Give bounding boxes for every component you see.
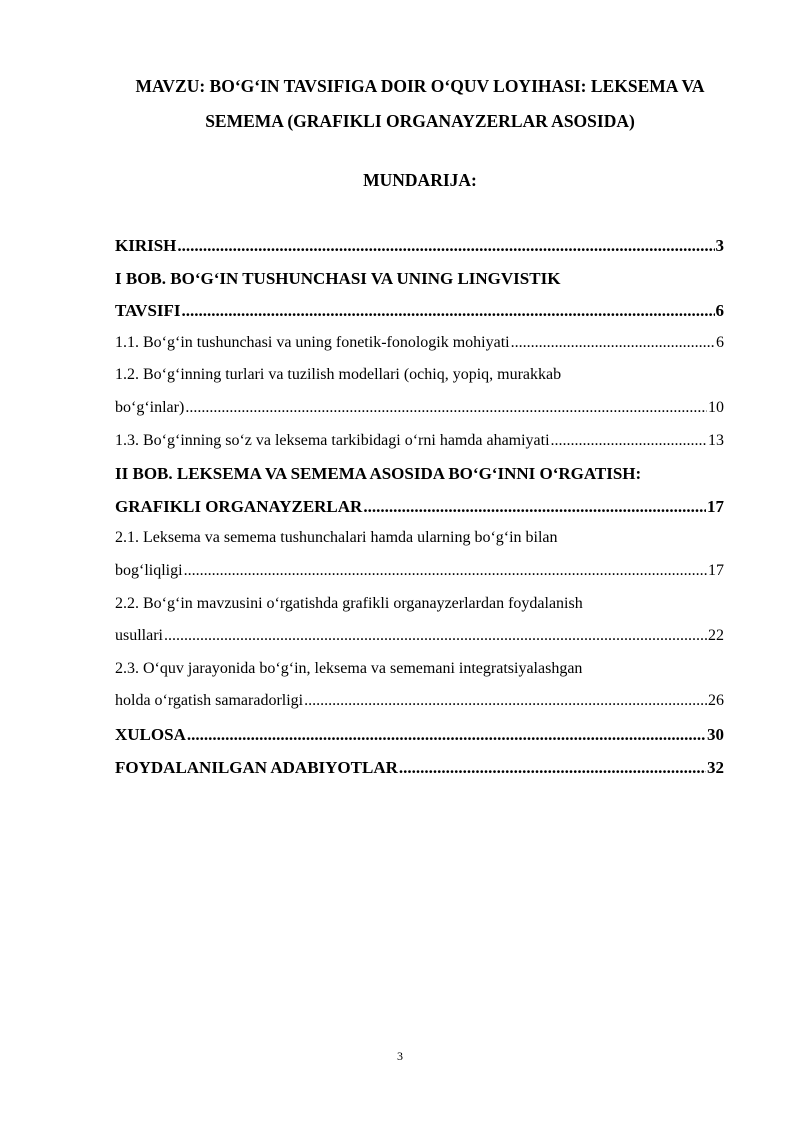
toc-entry [115,399,724,432]
toc-entry [115,497,724,530]
toc-leader-dots [164,627,707,645]
toc-entry-text: I BOB. BO‘G‘IN TUSHUNCHASI VA UNING LINGVISTIK [115,268,561,288]
toc-entry-text: holda o‘rgatish samaradorligi [115,692,304,710]
toc-leader-dots [304,692,707,710]
toc-entry-text: 2.3. O‘quv jarayonida bo‘g‘in, leksema va sememani integratsiyalashgan [115,659,583,677]
toc-entry [115,529,724,562]
toc-entry-page: 22 [708,627,724,645]
toc-entry [115,334,724,367]
toc-entry-text: bog‘liqligi [115,561,183,579]
toc-leader-dots [187,725,706,745]
toc-entry [115,627,724,660]
toc-entry [115,432,724,465]
table-of-contents [115,236,724,790]
toc-entry [115,236,724,269]
toc-entry-text: 1.3. Bo‘g‘inning so‘z va leksema tarkibidagi o‘rni hamda ahamiyati [115,431,550,449]
toc-entry-text: 2.2. Bo‘g‘in mavzusini o‘rgatishda grafikli organayzerlardan foydalanish [115,594,583,612]
toc-entry-text: GRAFIKLI ORGANAYZERLAR [115,496,363,516]
toc-entry-text: bo‘g‘inlar) [115,398,185,416]
toc-leader-dots [511,334,715,352]
toc-entry [115,692,724,725]
toc-entry-text: 1.1. Bo‘g‘in tushunchasi va uning fonetik-fonologik mohiyati [115,333,510,351]
title-line-1: MAVZU: BO‘G‘IN TAVSIFIGA DOIR O‘QUV LOYIHASI: LEKSEMA VA [135,76,705,96]
toc-entry [115,269,724,302]
toc-entry-text: TAVSIFI [115,301,181,321]
toc-entry-page: 13 [708,431,724,449]
toc-leader-dots [184,562,707,580]
toc-entry-text: KIRISH [115,236,177,255]
toc-entry [115,366,724,399]
toc-entry [115,464,724,497]
toc-leader-dots [185,399,707,417]
toc-entry-text: XULOSA [115,724,186,744]
toc-entry [115,301,724,334]
toc-entry-text: 1.2. Bo‘g‘inning turlari va tuzilish modellari (ochiq, yopiq, murakkab [115,366,562,384]
toc-entry-page: 30 [707,724,724,744]
toc-entry-page: 3 [715,236,724,255]
toc-entry-page: 10 [708,398,724,416]
toc-entry-page: 6 [715,301,724,321]
toc-leader-dots [177,236,714,256]
toc-leader-dots [551,432,707,450]
toc-entry [115,595,724,628]
toc-entry [115,758,724,791]
toc-leader-dots [399,758,706,778]
toc-leader-dots [363,497,706,517]
toc-entry-text: usullari [115,627,163,645]
toc-entry [115,725,724,758]
toc-entry-page: 17 [707,496,724,516]
toc-entry-text: FOYDALANILGAN ADABIYOTLAR [115,757,398,777]
toc-entry-page: 17 [708,561,724,579]
toc-entry-page: 26 [708,692,724,710]
toc-entry-page: 6 [716,333,724,351]
toc-heading: MUNDARIJA: [363,170,477,190]
toc-entry-page: 32 [707,757,724,777]
title-line-2: SEMEMA (GRAFIKLI ORGANAYZERLAR ASOSIDA) [205,111,635,131]
toc-leader-dots [182,301,715,321]
toc-entry [115,562,724,595]
page-number: 3 [397,1049,403,1063]
toc-entry-text: II BOB. LEKSEMA VA SEMEMA ASOSIDA BO‘G‘INNI O‘RGATISH: [115,464,642,484]
toc-entry [115,660,724,693]
toc-entry-text: 2.1. Leksema va semema tushunchalari hamda ularning bo‘g‘in bilan [115,529,558,547]
document-title [100,69,740,139]
